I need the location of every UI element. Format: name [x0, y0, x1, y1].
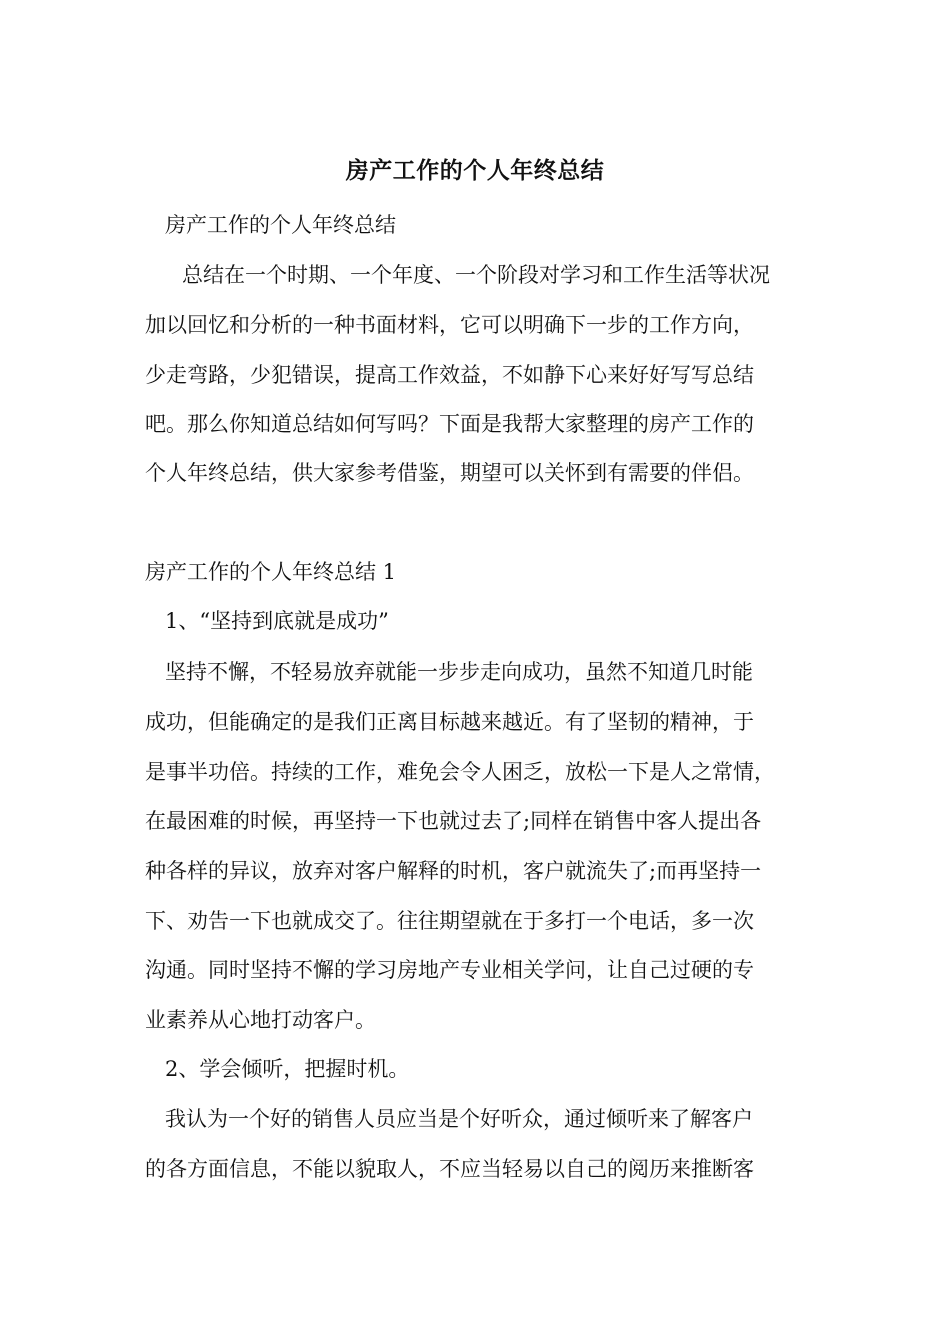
point-heading: 2、学会倾听，把握时机。 [165, 1057, 410, 1081]
subtitle-line: 房产工作的个人年终总结 [165, 213, 396, 237]
intro-line: 加以回忆和分析的一种书面材料，它可以明确下一步的工作方向， [145, 313, 754, 337]
body-line: 沟通。同时坚持不懈的学习房地产专业相关学问，让自己过硬的专 [145, 958, 754, 982]
body-line: 成功，但能确定的是我们正离目标越来越近。有了坚韧的精神，于 [145, 710, 754, 734]
body-line: 坚持不懈，不轻易放弃就能一步步走向成功，虽然不知道几时能 [165, 660, 753, 684]
point-heading: 1、“坚持到底就是成功” [165, 609, 389, 633]
body-line: 是事半功倍。持续的工作，难免会令人困乏，放松一下是人之常情， [145, 760, 775, 784]
intro-line: 个人年终总结，供大家参考借鉴，期望可以关怀到有需要的伴侣。 [145, 461, 754, 485]
body-line: 在最困难的时候，再坚持一下也就过去了;同样在销售中客人提出各 [145, 809, 762, 833]
intro-line: 少走弯路，少犯错误，提高工作效益，不如静下心来好好写写总结 [145, 363, 754, 387]
body-line: 种各样的异议，放弃对客户解释的时机，客户就流失了;而再坚持一 [145, 859, 762, 883]
intro-line: 总结在一个时期、一个年度、一个阶段对学习和工作生活等状况 [182, 263, 770, 287]
section-heading: 房产工作的个人年终总结 1 [145, 560, 397, 584]
intro-line: 吧。那么你知道总结如何写吗？下面是我帮大家整理的房产工作的 [145, 412, 754, 436]
body-line: 的各方面信息，不能以貌取人，不应当轻易以自己的阅历来推断客 [145, 1157, 754, 1181]
document-title: 房产工作的个人年终总结 [345, 157, 605, 184]
body-line: 业素养从心地打动客户。 [145, 1008, 376, 1032]
body-line: 我认为一个好的销售人员应当是个好听众，通过倾听来了解客户 [165, 1107, 753, 1131]
body-line: 下、劝告一下也就成交了。往往期望就在于多打一个电话，多一次 [145, 909, 754, 933]
